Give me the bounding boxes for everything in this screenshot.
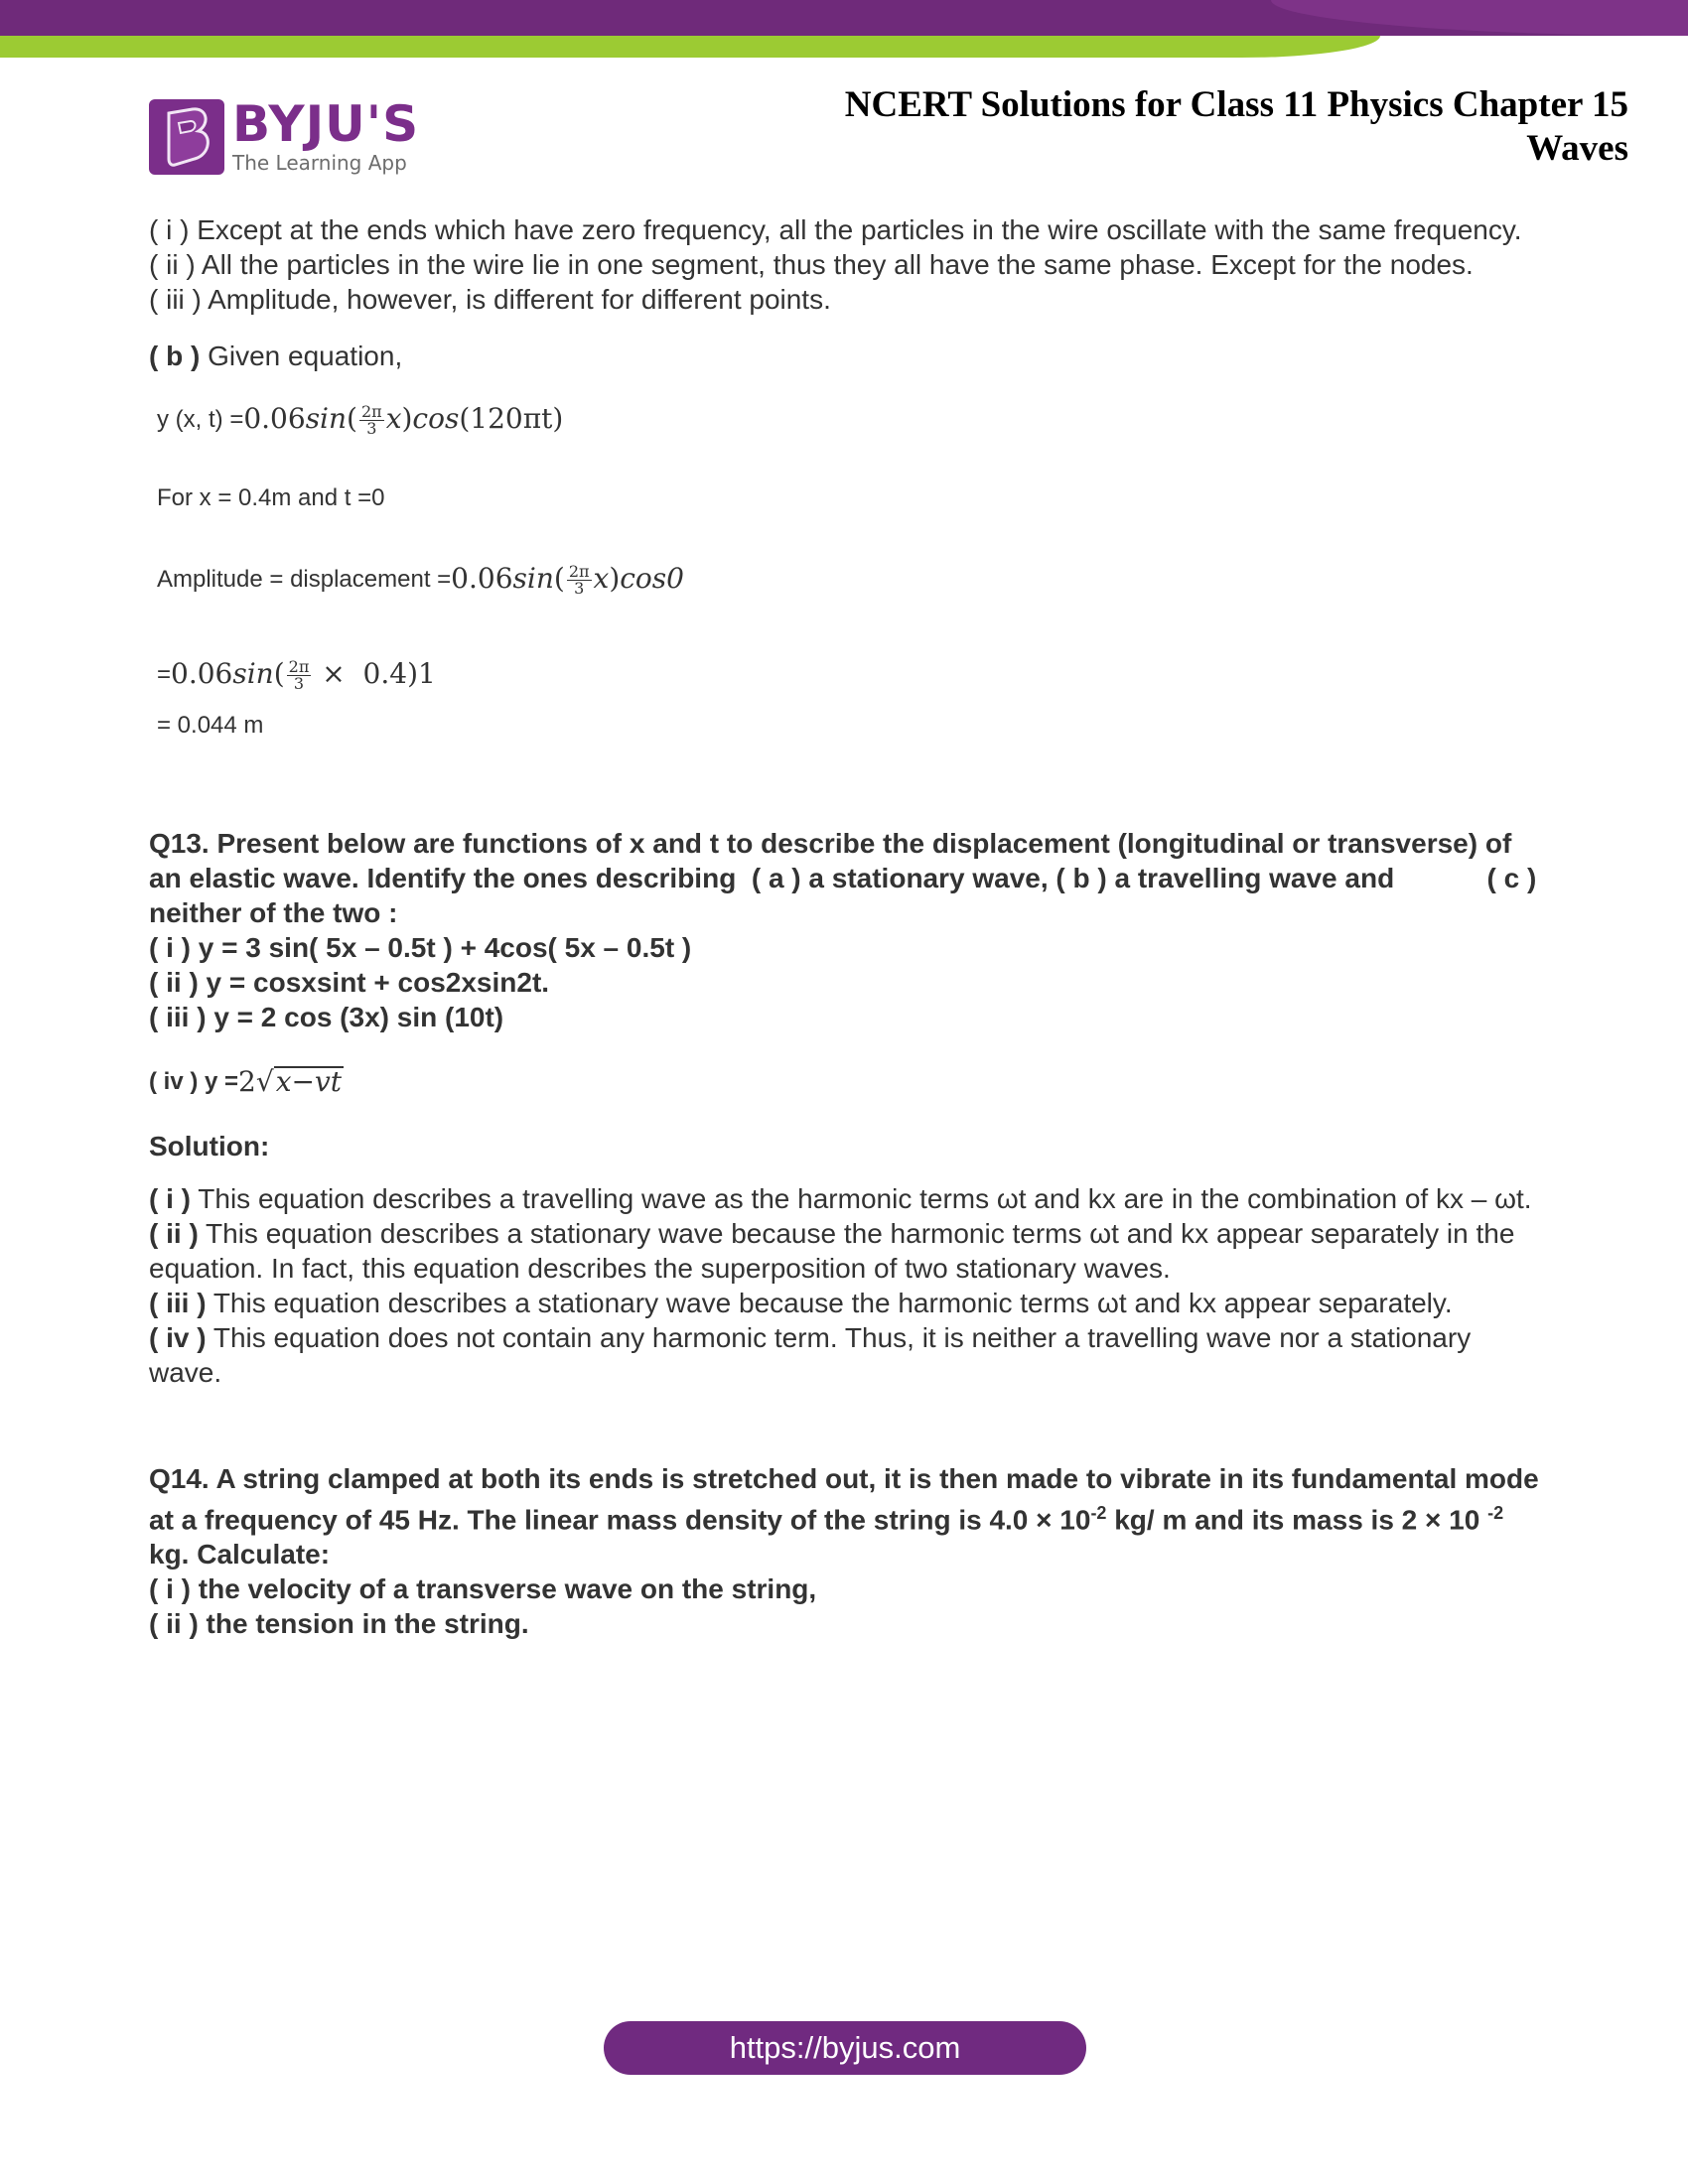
part-a-point-iii: ( iii ) Amplitude, however, is different for different points. xyxy=(149,284,831,315)
question-13 xyxy=(149,826,1545,1034)
solution-answer-iii: ( iii ) This equation describes a stationary wave because the harmonic terms ωt and kx appear separately. xyxy=(149,1288,1453,1318)
question-13-option-i: ( i ) y = 3 sin( 5x – 0.5t ) + 4cos( 5x – 0.5t ) xyxy=(149,932,692,963)
solution-answer-iv: ( iv ) This equation does not contain any harmonic term. Thus, it is neither a travelling wave nor a stationary wave. xyxy=(149,1322,1472,1388)
logo-name: BYJU'S xyxy=(232,95,420,153)
solution-answer-ii: ( ii ) This equation describes a stationary wave because the harmonic terms ωt and kx appear separately in the equation. In fact, this equation describes the superposition of two stationary waves. xyxy=(149,1218,1515,1284)
document-title xyxy=(845,83,1628,171)
part-a-point-ii: ( ii ) All the particles in the wire lie in one segment, thus they all have the same phase. Except for the nodes. xyxy=(149,249,1474,280)
document-title-line1: NCERT Solutions for Class 11 Physics Chapter 15 xyxy=(844,84,1628,125)
part-a-continuation xyxy=(149,212,1539,317)
document-title-line2: Waves xyxy=(1526,128,1628,169)
amplitude-result: = 0.044 m xyxy=(157,712,264,739)
question-14-text: Q14. A string clamped at both its ends is stretched out, it is then made to vibrate in its fundamental mode at a frequency of 45 Hz. The linear mass density of the string is $4.0 \times 10^{-2}$ kg/ m and its mass is 2 × 10 $^{-2}$ kg. Calculate: xyxy=(149,1463,1539,1570)
condition-line: For x = 0.4m and t =0 xyxy=(157,484,385,511)
fraction-2pi-over-3: $\frac{2\pi}{3}$ xyxy=(360,402,382,438)
part-a-point-i: ( i ) Except at the ends which have zero frequency, all the particles in the wire oscillate with the same frequency. xyxy=(149,214,1522,245)
question-13-option-iii: ( iii ) y = 2 cos (3x) sin (10t) xyxy=(149,1002,504,1032)
solution-heading: Solution: xyxy=(149,1131,270,1161)
sqrt-symbol-icon: √ xyxy=(255,1065,274,1098)
document-body xyxy=(149,212,1545,1641)
solution-answer-i: ( i ) This equation describes a travelling wave as the harmonic terms ωt and kx are in the combination of kx – ωt. xyxy=(149,1183,1532,1214)
footer-url-link[interactable]: https://byjus.com xyxy=(604,2021,1086,2075)
question-14 xyxy=(149,1461,1539,1641)
byjus-logo xyxy=(149,95,420,175)
byjus-logo-mark-icon xyxy=(149,99,224,175)
part-b-intro: ( b ) Given equation, xyxy=(149,341,403,371)
question-14-item-i: ( i ) the velocity of a transverse wave on the string, xyxy=(149,1573,817,1605)
amplitude-equation: Amplitude = displacement = 0.06sin( $\frac{2\pi}{3}$ x)cos0 xyxy=(157,562,684,598)
question-13-solution xyxy=(149,1181,1539,1390)
logo-tagline: The Learning App xyxy=(232,151,407,175)
question-14-item-ii: ( ii ) the tension in the string. xyxy=(149,1608,529,1640)
header-band-green xyxy=(0,36,1380,58)
question-13-option-ii: ( ii ) y = cosxsint + cos2xsin2t. xyxy=(149,967,550,998)
question-13-option-iv: ( iv ) y = 2√x−vt xyxy=(149,1065,343,1098)
question-13-text: Q13. Present below are functions of x and t to describe the displacement (longitudinal or transverse) of an elastic wave. Identify the ones describing ( a ) a stationary wave, ( b ) a travelling wave and ( c ) neither of the two : xyxy=(149,828,1545,928)
amplitude-step-2: = 0.06sin( $\frac{2\pi}{3}$ × 0.4)1 xyxy=(157,657,436,693)
given-equation: y (x, t) = 0.06sin( $\frac{2\pi}{3}$ x)cos(120πt) xyxy=(157,402,564,438)
